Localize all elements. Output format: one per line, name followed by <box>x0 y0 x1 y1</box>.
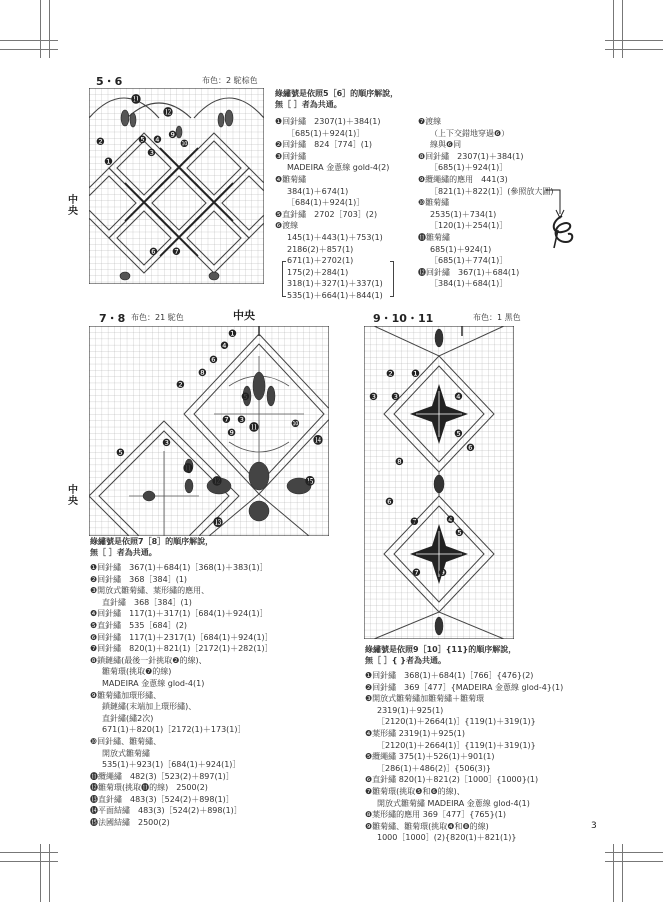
marker: ❸ <box>147 148 156 159</box>
legend-line: 2535(1)＋734(1) <box>430 209 497 219</box>
legend-line: MADEIRA 金蔥線 gold-4(2) <box>287 163 390 173</box>
legend-line: 1000［1000］(2){820(1)＋821(1)} <box>377 833 517 843</box>
legend-line: ❿回針繡、雛菊繡、 <box>90 736 162 746</box>
marker: ❼ <box>412 568 421 579</box>
legend-line: ❶回針繡 2307(1)＋384(1) <box>275 117 381 126</box>
marker: ❾ <box>438 568 447 579</box>
marker: ❸ <box>369 392 378 403</box>
legend-line: ⓬回針繡 367(1)＋684(1) <box>418 267 520 277</box>
legend-line: ❸開放式雛菊繡加雛菊繡＋雛菊環 <box>365 694 485 704</box>
legend-line: 直針繡(繡2次) <box>102 713 154 723</box>
marker: ❻ <box>466 443 475 454</box>
fabric-color-note: 布色：2 駝棕色 <box>202 76 258 85</box>
legend-5-6-col2 <box>418 116 553 290</box>
legend-line: ［685(1)＋924(1)］ <box>287 128 365 138</box>
legend-line: ⓫纜繩繡 482(3)［523(2)＋897(1)］ <box>90 771 234 781</box>
legend-line: ❺纜繩繡 375(1)＋526(1)＋901(1) <box>365 752 495 762</box>
marker: ❹ <box>446 515 455 526</box>
marker: ❹ <box>153 135 162 146</box>
legend-line: 雛菊環(挑取❼的線) <box>102 667 172 677</box>
marker: ❷ <box>386 369 395 380</box>
legend-line: ⓭直針繡 483(3)［524(2)＋898(1)］ <box>90 794 234 804</box>
marker: ❻ <box>149 247 158 258</box>
legend-line: ⓮平面結繡 483(3)［524(2)＋898(1)］ <box>90 806 242 816</box>
legend-line: ❿雛菊繡 <box>418 198 450 208</box>
legend-line: 671(1)＋2702(1) <box>287 256 354 266</box>
legend-line: ❻直針繡 820(1)＋821(2)［1000］{1000}(1) <box>365 775 539 785</box>
marker: ❼ <box>222 415 231 426</box>
crop-mark <box>0 852 58 853</box>
section-title: 7・8 <box>99 312 126 325</box>
center-label: 中央 <box>68 195 78 217</box>
legend-line: ［685(1)＋774(1)］ <box>430 256 508 266</box>
legend-7-8 <box>90 537 213 558</box>
legend-line: ❸開放式雛菊繡、葉形繡的應用、 <box>90 586 210 596</box>
marker: ❸ <box>237 415 246 426</box>
legend-line: ［2120(1)＋2664(1)］{119(1)＋319(1)} <box>377 740 536 750</box>
legend-line: ⓫雛菊繡 <box>418 232 450 242</box>
legend-line: ❺直針繡 2702［703］(2) <box>275 209 378 219</box>
legend-line: ［2120(1)＋2664(1)］{119(1)＋319(1)} <box>377 717 536 727</box>
marker: ❹ <box>454 392 463 403</box>
legend-line: ❻渡線 <box>275 221 299 231</box>
legend-9-10-11-lines <box>365 670 563 844</box>
legend-line: ❺直針繡 535［684］(2) <box>90 620 188 630</box>
legend-line: 線與❻同 <box>430 140 462 150</box>
marker: ❼ <box>410 517 419 528</box>
legend-line: ❷回針繡 368［384］(1) <box>90 574 188 584</box>
marker: ❸ <box>391 392 400 403</box>
legend-line: （上下交錯地穿過❻） <box>430 128 510 138</box>
legend-line: ❾雛菊繡、雛菊環(挑取❹和❽的線) <box>365 821 489 831</box>
legend-line: ⓬雛菊環(挑取⓫的線) 2500(2) <box>90 783 208 793</box>
marker: ❿ <box>291 419 300 430</box>
legend-line: ❼回針繡 820(1)＋821(1)［2172(1)＋282(1)］ <box>90 644 273 654</box>
legend-intro: 綠繡號是依照9［10］{11}的順序解說， <box>365 645 517 654</box>
legend-line: ［684(1)＋924(1)］ <box>287 198 365 208</box>
marker: ❺ <box>454 429 463 440</box>
section-title: 5・6 <box>96 75 123 88</box>
marker: ❾ <box>168 130 177 141</box>
fabric-color-note: 布色：1 黑色 <box>473 313 521 322</box>
crop-mark <box>605 40 663 41</box>
legend-line: ❶回針繡 367(1)＋684(1)［368(1)＋383(1)］ <box>90 563 268 572</box>
legend-line: 535(1)＋664(1)＋844(1) <box>287 290 383 300</box>
legend-7-8-lines <box>90 562 273 829</box>
marker: ⓬ <box>163 108 173 119</box>
marker: ❾ <box>227 428 236 439</box>
fabric-color-note: 布色：21 駝色 <box>131 313 184 322</box>
legend-line: ❷回針繡 824［774］(1) <box>275 140 373 150</box>
marker: ❷ <box>96 137 105 148</box>
marker: ❺ <box>138 135 147 146</box>
marker: ❺ <box>116 448 125 459</box>
legend-5-6-col1 <box>275 116 389 302</box>
marker: ❼ <box>172 247 181 258</box>
legend-intro: 綠繡號是依照5［6］的順序解說， <box>275 89 399 98</box>
marker: ⓯ <box>305 477 315 488</box>
legend-line: 直針繡 368［384］(1) <box>102 597 192 607</box>
legend-line: ❽葉形繡的應用 369［477］{765}(1) <box>365 810 507 820</box>
crop-mark <box>605 49 663 50</box>
crop-mark <box>605 852 663 853</box>
legend-line: ［120(1)＋254(1)］ <box>430 221 508 231</box>
marker: ❶ <box>411 369 420 380</box>
legend-line: 2319(1)＋925(1) <box>377 705 444 715</box>
legend-line: 開放式雛菊繡 MADEIRA 金蔥線 glod-4(1) <box>377 798 530 808</box>
legend-line: ❼渡線 <box>418 117 442 126</box>
marker: ❶ <box>228 329 237 340</box>
crop-mark <box>605 861 663 862</box>
legend-line: 145(1)＋443(1)＋753(1) <box>287 232 383 242</box>
legend-line: 鎖鏈繡(末端加上環形繡)、 <box>102 702 197 712</box>
marker: ❷ <box>176 380 185 391</box>
legend-line: 535(1)＋923(1)［684(1)＋924(1)］ <box>102 760 241 770</box>
center-label-left: 中央 <box>68 485 78 507</box>
legend-line: ❾纜繩繡的應用 441(3) <box>418 174 508 184</box>
marker: ❻ <box>385 497 394 508</box>
legend-intro: 無［ ］者為共通。 <box>275 99 342 109</box>
legend-line: ❽回針繡 2307(1)＋384(1) <box>418 151 524 161</box>
legend-line: ［685(1)＋924(1)］ <box>430 163 508 173</box>
marker: ⓫ <box>183 464 193 475</box>
legend-line: ❹雛菊繡 <box>275 174 307 184</box>
legend-line: 開放式雛菊繡 <box>102 748 150 758</box>
center-label-top: 中央 <box>233 309 255 322</box>
legend-line: MADEIRA 金蔥線 glod-4(1) <box>102 678 205 688</box>
page-number: 3 <box>591 821 597 831</box>
legend-line: ［821(1)＋822(1)］(參照放大圖) <box>430 186 554 196</box>
legend-line: ❸回針繡 <box>275 151 307 161</box>
marker: ⓮ <box>313 436 323 447</box>
legend-line: ❼雛菊環(挑取❺和❻的線)、 <box>365 786 465 796</box>
legend-line: ❷回針繡 369［477］{MADEIRA 金蔥線 glod-4}(1) <box>365 682 564 692</box>
legend-intro: 無［ ］者為共通。 <box>90 547 157 557</box>
cable-stitch-magnified-illustration <box>542 186 582 250</box>
marker: ⓭ <box>213 518 223 529</box>
marker: ❹ <box>220 341 229 352</box>
marker: ❻ <box>209 355 218 366</box>
marker: ❽ <box>395 457 404 468</box>
bracket <box>282 261 286 297</box>
legend-line: ❶回針繡 368(1)＋684(1)［766］{476}(2) <box>365 671 534 680</box>
marker: ❽ <box>198 368 207 379</box>
legend-line: ［384(1)＋684(1)］ <box>430 279 508 289</box>
marker: ❿ <box>180 139 189 150</box>
legend-intro: 無［ ］{ }者為共通。 <box>365 655 446 665</box>
section-title: 9・10・11 <box>373 312 434 325</box>
crop-mark <box>0 40 58 41</box>
legend-line: 671(1)＋820(1)［2172(1)＋173(1)］ <box>102 725 246 735</box>
marker: ⓫ <box>249 423 259 434</box>
legend-intro: 綠繡號是依照7［8］的順序解說， <box>90 537 214 546</box>
marker: ❺ <box>455 528 464 539</box>
marker: ❺ <box>241 392 250 403</box>
crop-mark <box>0 49 58 50</box>
legend-line: ❹葉形繡 2319(1)＋925(1) <box>365 728 466 738</box>
legend-line: ❽鎖鏈繡(最後一針挑取❷的線)、 <box>90 655 207 665</box>
legend-9-10-11 <box>365 645 516 666</box>
marker: ❸ <box>162 438 171 449</box>
marker: ⓬ <box>212 477 222 488</box>
marker: ❶ <box>104 157 113 168</box>
marker: ⓫ <box>131 95 141 106</box>
legend-line: ［286(1)＋486(2)］{506(3)} <box>377 763 491 773</box>
legend-line: 384(1)＋674(1) <box>287 186 349 196</box>
legend-5-6 <box>275 89 398 110</box>
legend-line: ⓯法國結繡 2500(2) <box>90 818 170 828</box>
legend-line: ❻回針繡 117(1)＋2317(1)［684(1)＋924(1)］ <box>90 632 273 642</box>
legend-line: 685(1)＋924(1) <box>430 244 492 254</box>
legend-line: ❹回針繡 117(1)＋317(1)［684(1)＋924(1)］ <box>90 609 268 619</box>
legend-line: 175(2)＋284(1) <box>287 267 349 277</box>
bracket <box>390 261 394 297</box>
legend-line: 318(1)＋327(1)＋337(1) <box>287 279 383 289</box>
crop-mark <box>0 861 58 862</box>
legend-line: ❾雛菊繡加環形繡、 <box>90 690 162 700</box>
legend-line: 2186(2)＋857(1) <box>287 244 354 254</box>
